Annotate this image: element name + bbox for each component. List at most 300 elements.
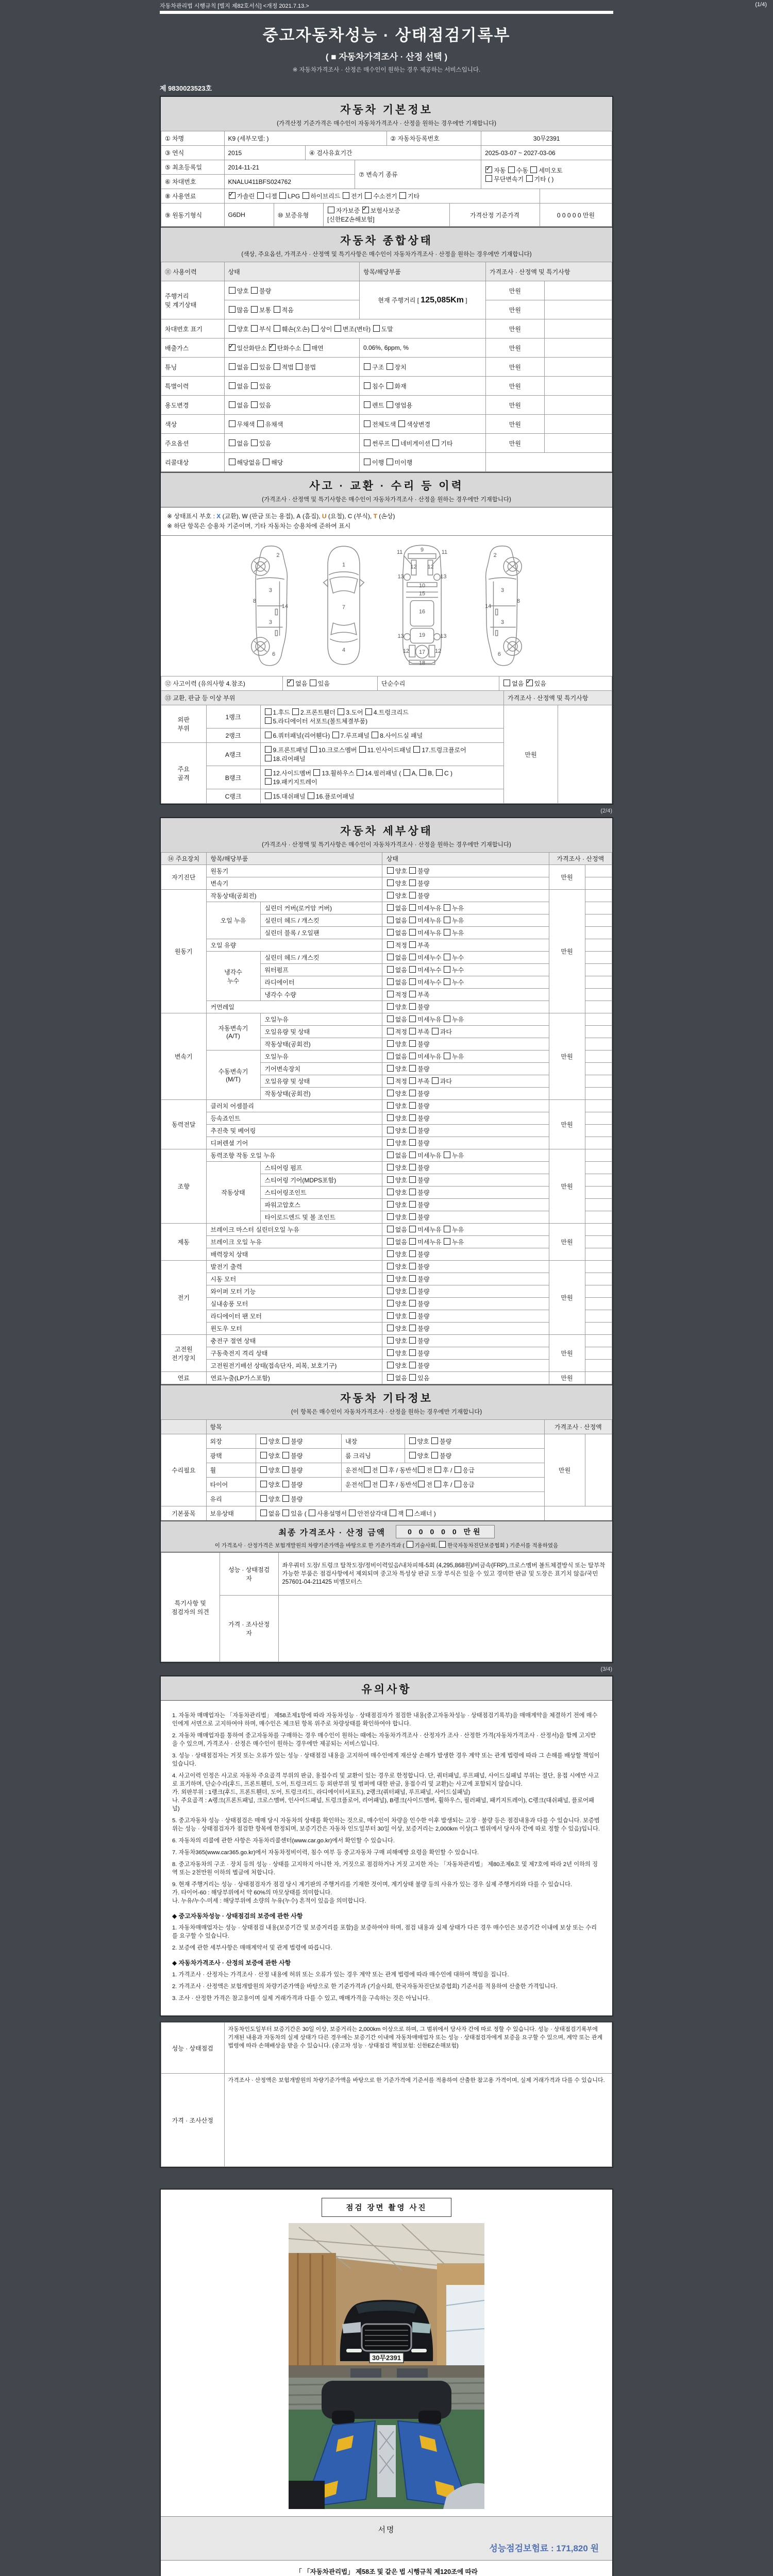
checkbox[interactable] [265, 717, 272, 724]
checkbox[interactable] [260, 1452, 267, 1459]
price-note-cell [544, 338, 612, 358]
inspection-photo-lift [289, 2378, 484, 2509]
price-cell: 만원 [486, 358, 545, 377]
checkbox[interactable] [387, 1015, 394, 1022]
checkbox[interactable] [380, 1466, 387, 1473]
checkbox[interactable] [387, 904, 394, 911]
checkbox[interactable] [265, 778, 272, 785]
checkbox[interactable] [444, 929, 450, 936]
checkbox[interactable] [432, 1077, 439, 1084]
checkbox[interactable] [409, 1065, 416, 1072]
checkbox[interactable] [409, 1263, 416, 1269]
state-wheel: 양호 불량 [256, 1463, 341, 1478]
checkbox[interactable] [387, 1139, 394, 1146]
checkbox[interactable] [303, 192, 309, 199]
accident-history-row [161, 676, 612, 691]
notice-paragraph: 5. 중고자동차 성능 · 상태점검은 매매 당시 자동차의 상태를 확인하는 것으로, 매수인이 차량을 인수한 이후 발생되는 고장 · 불량 등은 점검내용과 다를 수 있습니다. 보증범위는 성능 · 상태점검자가 점검한 항목에 한정되며, 보증기간은 자동차 인도일부터 30일 이상, 보증거리는 2,000km 이상(그 범위에서 당사자 간에 따로 정할 수 있음)입니다. [172, 1818, 600, 1832]
checkbox-checked[interactable] [229, 192, 236, 199]
checkbox[interactable] [387, 1287, 394, 1294]
checkbox[interactable] [296, 363, 303, 370]
checkbox[interactable] [257, 420, 264, 427]
checkbox[interactable] [364, 1466, 371, 1473]
diagram-panel-number: 19 [418, 632, 426, 638]
checkbox[interactable] [409, 879, 416, 886]
legend-note: ※ 하단 항목은 승용차 기준이며, 기타 자동차는 승용차에 준하여 표시 [167, 522, 351, 530]
checkbox[interactable] [387, 1003, 394, 1010]
item-label: 배력장치 상태 [206, 1248, 382, 1261]
checkbox[interactable] [409, 941, 416, 948]
item-state: 양호 불량 [382, 1360, 549, 1372]
checkbox[interactable] [409, 1325, 416, 1331]
item-label: 원동기 [206, 865, 382, 877]
checkbox[interactable] [387, 1226, 394, 1232]
field-label-reg-no: ② 자동차등록번호 [386, 131, 481, 146]
form-card-page2 [160, 817, 613, 1663]
price-note-cell [585, 914, 612, 927]
checkbox[interactable] [229, 306, 236, 313]
rank-group-label: 외판 부위 [161, 705, 207, 743]
checkbox[interactable] [418, 1481, 425, 1487]
checkbox[interactable] [409, 954, 416, 960]
checkbox[interactable] [310, 680, 316, 686]
checkbox-checked[interactable] [269, 344, 276, 351]
checkbox[interactable] [409, 1028, 416, 1035]
item-label: 시동 모터 [206, 1273, 382, 1285]
mileage-current: 현재 주행거리 [ 125,085Km ] [360, 281, 486, 319]
checkbox[interactable] [229, 439, 236, 446]
checkbox[interactable] [409, 1213, 416, 1220]
checkbox[interactable] [387, 1362, 394, 1368]
col-header-item: 항목/해당부품 [206, 853, 382, 865]
checkbox[interactable] [387, 966, 394, 973]
checkbox[interactable] [444, 1151, 450, 1158]
checkbox[interactable] [409, 1238, 416, 1245]
checkbox[interactable] [260, 1466, 267, 1473]
item-label: 디퍼렌셜 기어 [206, 1137, 382, 1149]
checkbox[interactable] [409, 929, 416, 936]
field-label-transmission: ⑦ 변속기 종류 [355, 160, 481, 189]
checkbox[interactable] [444, 904, 450, 911]
item-state: 양호 불량 [382, 1125, 549, 1137]
checkbox[interactable] [349, 1510, 356, 1516]
checkbox[interactable] [409, 1015, 416, 1022]
rank-items: 15.대쉬패널 16.플로어패널 [260, 789, 504, 804]
checkbox[interactable] [508, 166, 515, 173]
checkbox[interactable] [332, 732, 339, 738]
checkbox[interactable] [387, 1127, 394, 1133]
checkbox[interactable] [387, 1164, 394, 1171]
checkbox[interactable] [387, 1065, 394, 1072]
checkbox[interactable] [485, 175, 492, 182]
checkbox[interactable] [292, 708, 299, 715]
checkbox[interactable] [390, 1510, 396, 1516]
checkbox[interactable] [310, 746, 317, 753]
item-state: 양호 불량 [382, 890, 549, 902]
checkbox[interactable] [387, 1090, 394, 1096]
checkbox[interactable] [409, 1053, 416, 1059]
device-group-label: 제동 [161, 1224, 207, 1261]
price-note-cell [544, 300, 612, 319]
item-label: 스티어링 펌프 [260, 1162, 382, 1174]
checkbox[interactable] [251, 382, 258, 389]
car-panel-diagrams [161, 536, 612, 676]
checkbox[interactable] [387, 1102, 394, 1109]
price-note-cell [585, 1174, 612, 1187]
checkbox[interactable] [260, 1495, 267, 1502]
checkbox[interactable] [387, 1077, 394, 1084]
checkbox[interactable] [409, 1040, 416, 1047]
checkbox[interactable] [409, 1226, 416, 1232]
checkbox[interactable] [418, 1466, 425, 1473]
checkbox[interactable] [304, 344, 310, 351]
checkbox[interactable] [265, 732, 272, 738]
checkbox[interactable] [387, 1349, 394, 1356]
item-label: 스티어링조인트 [260, 1187, 382, 1199]
checkbox[interactable] [263, 459, 270, 465]
checkbox[interactable] [386, 401, 393, 408]
checkbox[interactable] [279, 192, 286, 199]
checkbox[interactable] [312, 325, 318, 332]
checkbox[interactable] [282, 1466, 289, 1473]
checkbox[interactable] [387, 1114, 394, 1121]
checkbox[interactable] [387, 1189, 394, 1195]
checkbox[interactable] [409, 1437, 416, 1444]
checkbox[interactable] [387, 1238, 394, 1245]
checkbox[interactable] [251, 306, 258, 313]
diagram-panel-number: 13 [440, 633, 447, 640]
checkbox[interactable] [431, 1437, 438, 1444]
item-label: 클러치 어셈블리 [206, 1100, 382, 1112]
checkbox[interactable] [409, 1349, 416, 1356]
checkbox[interactable] [387, 1176, 394, 1183]
item-subgroup-label: 작동상태 [206, 1162, 260, 1224]
price-cell: 만원 [486, 415, 545, 434]
checkbox[interactable] [387, 1337, 394, 1344]
checkbox-checked[interactable] [362, 207, 369, 213]
checkbox[interactable] [444, 917, 450, 923]
checkbox[interactable] [455, 1466, 461, 1473]
checkbox[interactable] [364, 363, 371, 370]
section-subtitle-accident: (가격조사 · 산정액 및 특기사항은 매수인이 자동차가격조사 · 산정을 원하는 경우에만 기재합니다) [262, 497, 511, 503]
checkbox[interactable] [229, 287, 236, 294]
checkbox[interactable] [432, 439, 439, 446]
section-accident-history [161, 472, 612, 507]
checkbox[interactable] [387, 1040, 394, 1047]
checkbox[interactable] [399, 192, 406, 199]
checkbox[interactable] [407, 1541, 413, 1548]
diagram-panel-number: 16 [418, 608, 426, 615]
checkbox[interactable] [434, 1481, 441, 1487]
checkbox[interactable] [409, 1102, 416, 1109]
checkbox-checked[interactable] [287, 680, 294, 686]
checkbox[interactable] [409, 1452, 416, 1459]
item-state: 양호 불량 [382, 1137, 549, 1149]
checkbox[interactable] [380, 1481, 387, 1487]
device-group-label: 고전원 전기장치 [161, 1335, 207, 1372]
checkbox[interactable] [387, 1213, 394, 1220]
mileage-state-2: 많음 보통 적음 [224, 300, 360, 319]
price-note-cell [585, 1360, 612, 1372]
checkbox[interactable] [387, 1250, 394, 1257]
checkbox[interactable] [413, 746, 420, 753]
price-cell: 만원 [486, 338, 545, 358]
checkbox[interactable] [265, 755, 272, 761]
checkbox-checked[interactable] [526, 680, 533, 686]
item-state: 양호 불량 [382, 1100, 549, 1112]
checkbox[interactable] [387, 978, 394, 985]
checkbox[interactable] [365, 708, 372, 715]
checkbox[interactable] [309, 1510, 315, 1516]
checkbox[interactable] [343, 192, 349, 199]
checkbox[interactable] [409, 1374, 416, 1381]
checkbox[interactable] [313, 769, 320, 776]
checkbox[interactable] [334, 325, 341, 332]
price-cell: 만원 [549, 1149, 585, 1224]
checkbox[interactable] [409, 1077, 416, 1084]
price-note-cell [585, 964, 612, 976]
price-note-cell [585, 976, 612, 989]
checkbox[interactable] [409, 1312, 416, 1319]
checkbox[interactable] [274, 306, 280, 313]
checkbox[interactable] [229, 420, 236, 427]
row-state: 없음 있음 [224, 377, 360, 396]
checkbox[interactable] [409, 1176, 416, 1183]
row-label: 색상 [161, 415, 225, 434]
remarks-appraiser-label: 가격 · 조사산정 자 [220, 1596, 278, 1662]
checkbox[interactable] [260, 1510, 267, 1516]
checkbox[interactable] [392, 439, 399, 446]
checkbox[interactable] [419, 769, 426, 776]
checkbox[interactable] [409, 1300, 416, 1307]
checkbox[interactable] [387, 1028, 394, 1035]
item-state: 양호 불량 [382, 1001, 549, 1013]
checkbox[interactable] [409, 1114, 416, 1121]
checkbox[interactable] [387, 879, 394, 886]
item-label: 실린더 헤드 / 개스킷 [260, 952, 382, 964]
checkbox[interactable] [364, 420, 371, 427]
checkbox[interactable] [387, 1325, 394, 1331]
item-label: 브레이크 마스터 실린더오일 누유 [206, 1224, 382, 1236]
item-label: 충전구 절연 상태 [206, 1335, 382, 1347]
checkbox[interactable] [503, 680, 510, 686]
checkbox[interactable] [444, 954, 450, 960]
device-group-label: 전기 [161, 1261, 207, 1335]
price-cell: 만원 [549, 1224, 585, 1261]
checkbox[interactable] [444, 1226, 450, 1232]
checkbox[interactable] [251, 287, 258, 294]
checkbox[interactable] [387, 1263, 394, 1269]
checkbox[interactable] [387, 1275, 394, 1282]
row-label: 튜닝 [161, 358, 225, 377]
checkbox[interactable] [409, 1003, 416, 1010]
checkbox[interactable] [251, 401, 258, 408]
checkbox[interactable] [251, 363, 258, 370]
checkbox[interactable] [282, 1437, 289, 1444]
checkbox[interactable] [265, 746, 272, 753]
checkbox[interactable] [260, 1437, 267, 1444]
notice-paragraph: 3. 성능 · 상태점검자는 거짓 또는 오류가 있는 성능 · 상태점검 내용을 고지하여 매수인에게 재산상 손해가 발생한 경우 계약 또는 관계 법령에 따라 그 손해를 배상할 책임이 있습니다. [172, 1753, 600, 1767]
checkbox[interactable] [387, 941, 394, 948]
checkbox[interactable] [387, 991, 394, 997]
price-note-cell [585, 1075, 612, 1088]
checkbox[interactable] [282, 1510, 289, 1516]
item-label: 타이로드엔드 및 볼 조인트 [260, 1211, 382, 1224]
item-subgroup-label: 오일 누유 [206, 902, 260, 939]
item-state: 없음 미세누유 누유 [382, 1149, 549, 1162]
page-top-strip [0, 0, 773, 11]
checkbox[interactable] [387, 892, 394, 899]
checkbox[interactable] [338, 708, 344, 715]
field-label-vin: ⑥ 차대번호 [161, 175, 225, 189]
item-state: 적정 부족 [382, 989, 549, 1001]
row-item: 0.06%, 6ppm, % [360, 338, 486, 358]
checkbox[interactable] [265, 792, 272, 799]
legend-symbol: U [322, 513, 327, 520]
checkbox[interactable] [387, 1201, 394, 1208]
checkbox[interactable] [229, 459, 236, 465]
price-note-cell [585, 1323, 612, 1335]
checkbox[interactable] [409, 1189, 416, 1195]
checkbox[interactable] [409, 966, 416, 973]
checkbox[interactable] [365, 192, 372, 199]
checkbox-checked[interactable] [485, 166, 492, 173]
checkbox[interactable] [409, 991, 416, 997]
checkbox[interactable] [409, 1139, 416, 1146]
item-label: 작동상태(공회전) [260, 1038, 382, 1050]
checkbox[interactable] [431, 1452, 438, 1459]
checkbox[interactable] [265, 708, 272, 715]
checkbox[interactable] [409, 1127, 416, 1133]
checkbox[interactable] [436, 769, 443, 776]
checkbox[interactable] [364, 439, 371, 446]
checkbox[interactable] [387, 929, 394, 936]
item-state: 양호 불량 [382, 1285, 549, 1298]
checkbox[interactable] [406, 1510, 413, 1516]
checkbox[interactable] [372, 732, 378, 738]
checkbox[interactable] [357, 769, 363, 776]
checkbox[interactable] [398, 420, 405, 427]
checkbox[interactable] [229, 401, 236, 408]
checkbox[interactable] [409, 867, 416, 874]
checkbox[interactable] [386, 459, 393, 465]
item-label: 오일누유 [260, 1050, 382, 1063]
checkbox[interactable] [257, 192, 264, 199]
checkbox[interactable] [359, 746, 366, 753]
price-note-cell [544, 281, 612, 300]
checkbox[interactable] [409, 1151, 416, 1158]
notice-section-heading: ◆ 자동차가격조사 · 산정의 보증에 관한 사항 [172, 1959, 291, 1967]
checkbox[interactable] [409, 1337, 416, 1344]
checkbox[interactable] [387, 1300, 394, 1307]
checkbox-checked[interactable] [229, 344, 236, 351]
checkbox[interactable] [282, 1495, 289, 1502]
checkbox[interactable] [455, 1481, 461, 1487]
checkbox[interactable] [364, 382, 371, 389]
checkbox[interactable] [328, 207, 334, 213]
legend-line: ※ 상태표시 부호 : X (교환), W (판금 또는 용접), A (흠집), U (요철), C (부식), T (손상) [167, 513, 395, 520]
checkbox[interactable] [251, 439, 258, 446]
checkbox[interactable] [386, 363, 393, 370]
checkbox[interactable] [387, 1374, 394, 1381]
checkbox[interactable] [432, 1028, 439, 1035]
checkbox[interactable] [364, 1481, 371, 1487]
checkbox[interactable] [434, 1466, 441, 1473]
checkbox[interactable] [260, 1481, 267, 1487]
item-tire: 타이어 [206, 1478, 256, 1492]
checkbox[interactable] [444, 1053, 450, 1059]
checkbox[interactable] [229, 325, 236, 332]
checkbox[interactable] [386, 382, 393, 389]
checkbox[interactable] [387, 1312, 394, 1319]
checkbox[interactable] [444, 1238, 450, 1245]
checkbox[interactable] [530, 166, 537, 173]
checkbox[interactable] [409, 1275, 416, 1282]
photo-card [160, 2189, 613, 2576]
row-item: 전체도색 색상변경 [360, 415, 486, 434]
checkbox[interactable] [282, 1481, 289, 1487]
checkbox[interactable] [387, 917, 394, 923]
checkbox[interactable] [373, 325, 380, 332]
row-item: 렌트 영업용 [360, 396, 486, 415]
item-label: 스티어링 기어(MDPS포함) [260, 1174, 382, 1187]
diagram-panel-number: 13 [397, 573, 404, 580]
checkbox[interactable] [265, 769, 272, 776]
checkbox[interactable] [409, 1164, 416, 1171]
state-exterior: 양호 불량 [256, 1434, 341, 1449]
checkbox[interactable] [409, 917, 416, 923]
checkbox[interactable] [444, 978, 450, 985]
checkbox[interactable] [409, 1362, 416, 1368]
checkbox[interactable] [409, 978, 416, 985]
checkbox[interactable] [251, 325, 258, 332]
checkbox[interactable] [274, 363, 280, 370]
checkbox[interactable] [439, 1541, 446, 1548]
checkbox[interactable] [404, 769, 410, 776]
checkbox[interactable] [526, 175, 533, 182]
wheel-positions: 운전석 전 후 / 동반석 전 후 / 응급 [342, 1463, 545, 1478]
checkbox[interactable] [308, 792, 314, 799]
remarks-inspector-text: 좌우쿼터 도장/ 트렁크 탈착도장/정비이력있음/내차피해-5회 (4,295,868원)/비금속(FRP),크로스멤버 볼트체결방식 또는 탈부착 가능한 부품은 점검사항에서 제외되며 중고차 특성상 판금 도장 부식은 있을 수 있고 경미한 판금 및 도장은 표기치 않음/국민 257601-04-211425 비엠모터스 [278, 1553, 612, 1596]
row-label-mileage: 주행거리 및 계기상태 [161, 281, 225, 319]
item-state: 양호 불량 [382, 1261, 549, 1273]
checkbox[interactable] [409, 1090, 416, 1096]
checkbox[interactable] [387, 1151, 394, 1158]
checkbox[interactable] [444, 1015, 450, 1022]
item-label: 기어변속장치 [260, 1063, 382, 1075]
checkbox[interactable] [409, 1201, 416, 1208]
section-subtitle-comprehensive: (색상, 주요옵션, 가격조사 · 산정액 및 특기사항은 매수인이 자동차가격조사 · 산정을 원하는 경우에만 기재합니다) [241, 251, 532, 258]
checkbox[interactable] [274, 325, 280, 332]
checkbox[interactable] [364, 401, 371, 408]
item-label: 윈도우 모터 [206, 1323, 382, 1335]
checkbox[interactable] [229, 363, 236, 370]
checkbox[interactable] [409, 1250, 416, 1257]
checkbox[interactable] [409, 892, 416, 899]
item-polish: 광택 [206, 1449, 256, 1463]
checkbox[interactable] [282, 1452, 289, 1459]
checkbox[interactable] [387, 1053, 394, 1059]
checkbox[interactable] [364, 459, 371, 465]
checkbox[interactable] [229, 382, 236, 389]
field-label-fuel: ⑧ 사용연료 [161, 189, 225, 204]
checkbox[interactable] [444, 966, 450, 973]
checkbox[interactable] [387, 954, 394, 960]
final-price-note: 이 가격조사 · 산정가격은 보험개발원의 차량기준가액을 바탕으로 한 기준가격과 ( 기술사회, 한국자동차진단보증협회 ) 기준서를 적용하였음 [161, 1541, 612, 1549]
price-cell: 만원 [486, 281, 545, 300]
checkbox[interactable] [409, 904, 416, 911]
checkbox[interactable] [409, 1287, 416, 1294]
checkbox[interactable] [387, 867, 394, 874]
